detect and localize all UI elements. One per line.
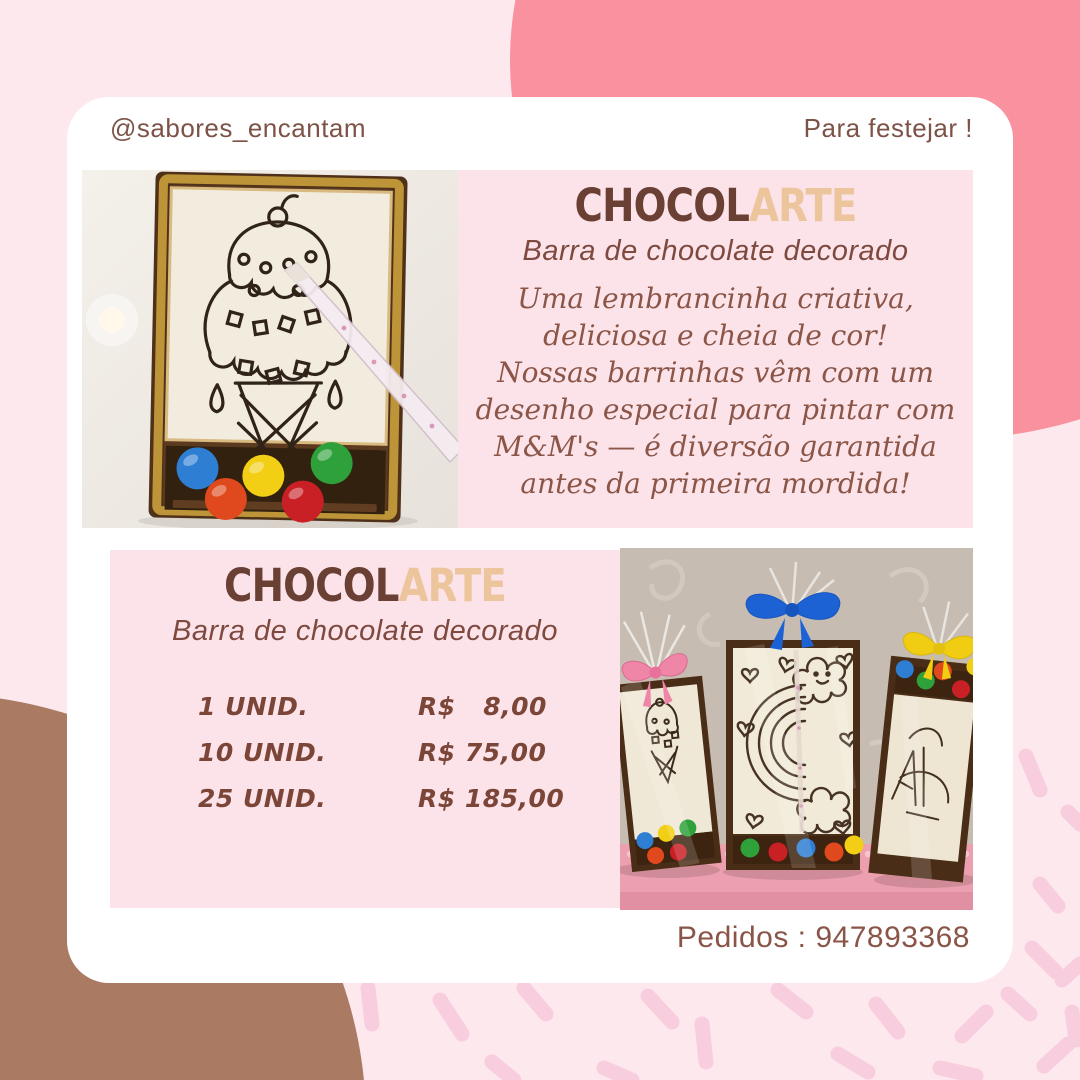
price-table bbox=[110, 688, 620, 826]
price-value: R$ 75,00 bbox=[418, 738, 547, 768]
description-line: desenho especial para pintar com bbox=[475, 393, 956, 427]
quantity-label: 25 UNID. bbox=[198, 784, 327, 814]
product-photo-wrapped-bars bbox=[620, 548, 973, 910]
brand-subtitle: Barra de chocolate decorado bbox=[172, 615, 558, 648]
brand-title-accent: ARTE bbox=[749, 179, 857, 232]
brand-title-primary: CHOCOL bbox=[224, 559, 399, 612]
description-line: deliciosa e cheia de cor! bbox=[543, 319, 888, 353]
product-photo-chocolate-bar bbox=[82, 170, 458, 528]
quantity-label: 10 UNID. bbox=[198, 738, 327, 768]
brand-title-accent: ARTE bbox=[398, 559, 506, 612]
description-line: Nossas barrinhas vêm com um bbox=[497, 356, 934, 390]
product-description bbox=[458, 280, 973, 502]
price-value: R$ 8,00 bbox=[418, 692, 547, 722]
brand-subtitle: Barra de chocolate decorado bbox=[522, 235, 909, 268]
price-row bbox=[110, 688, 620, 734]
brand-title-primary: CHOCOL bbox=[574, 179, 750, 232]
description-line: antes da primeira mordida! bbox=[520, 467, 911, 501]
tagline-text: Para festejar ! bbox=[803, 113, 973, 143]
brand-title bbox=[494, 179, 937, 232]
instagram-handle: @sabores_encantam bbox=[110, 113, 367, 143]
price-panel bbox=[110, 550, 620, 908]
brand-title bbox=[146, 559, 585, 612]
info-panel bbox=[458, 170, 973, 528]
description-line: Uma lembrancinha criativa, bbox=[517, 282, 914, 316]
description-line: M&M's — é diversão garantida bbox=[494, 430, 937, 464]
quantity-label: 1 UNID. bbox=[198, 692, 309, 722]
main-card bbox=[67, 97, 1013, 983]
price-row bbox=[110, 734, 620, 780]
orders-phone: Pedidos : 947893368 bbox=[676, 921, 970, 954]
price-row bbox=[110, 780, 620, 826]
price-value: R$ 185,00 bbox=[418, 784, 565, 814]
